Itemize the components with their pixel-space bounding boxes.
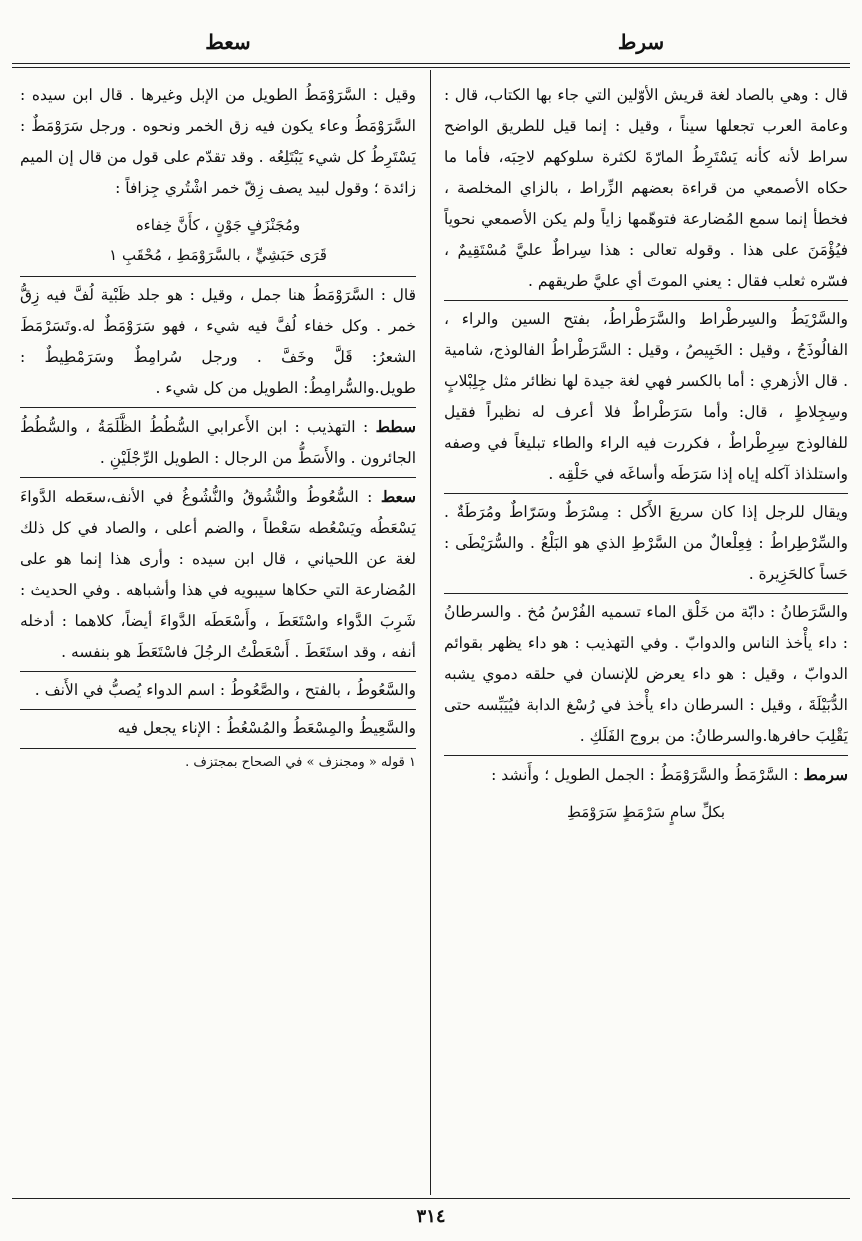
entry-paragraph: والسَّعِيطُ والمِسْعَطُ والمُسْعُطُ : الإناء يجعل فيه: [117, 719, 416, 737]
paragraph-rule: [444, 593, 848, 594]
entry-paragraph: والسَّرَطانُ : دابّة من خَلْق الماء تسميه الفُرْسُ مُخ . والسرطانُ : داء يأْخذ الناس والدوابّ . وفي التهذيب : هو داء يظهر بقوائم الدوابّ ، وقيل : هو داء يعرض للإنسان في حلقه دموي يشبه الدُّبَيْلَةَ ، وقيل : السرطان داء يأْخذ في رُسْغ الدابة فيُيَبِّسه حتى يَقْلِبَ حافرها.والسرطانُ: من بروج الفَلَكِ .: [444, 603, 848, 745]
paragraph-rule: [444, 493, 848, 494]
paragraph-rule: [20, 477, 416, 478]
header-rule: [12, 63, 850, 64]
column-divider: [430, 70, 431, 1195]
page-number: ٣١٤: [416, 1206, 446, 1227]
footnote-rule: [20, 748, 416, 749]
verse-line: بكلِّ سامٍ سَرْمَطٍ سَرَوْمَطِ: [566, 803, 726, 821]
headword: سرمط: [803, 765, 848, 784]
entry-paragraph: قال : وهي بالصاد لغة قريش الأوّلين التي جاء بها الكتاب، قال : وعامة العرب تجعلها سيناً ، وقيل : إنما قيل للطريق الواضح سراط لأنه كأنه يَسْتَرِطُ المارّةَ لكثرة سلوكهم لاحِبَه، فأما ما حكاه الأصمعي من قراءة بعضهم الزِّراط ، بالزاي المخلصة ، فخطأ إنما سمع المُضارعة فتوهّمها زاياً ولم يكن الأصمعي نحوياً فيُؤْمَنَ على هذا . وقوله تعالى : هذا سِراطٌ عليَّ مُسْتَقِيمٌ ، فسّره ثعلب فقال : يعني الموتَ أي عليَّ طريقهم .: [444, 86, 848, 290]
verse-line: ومُجَنْزَفٍ جَوْنٍ ، كأَنَّ خِفاءه: [135, 216, 301, 234]
entry-paragraph: [20, 481, 416, 668]
entry-paragraph: والسَّرْيَطُ والسِرطْراط والسَّرَطْراطُ، بفتح السين والراء ، الفالُوذَجُ ، وقيل : الخَبِيصُ ، وقيل : السَّرَطْراطُ الفالوذج، شامية . قال الأزهري : أما بالكسر فهي لغة جيدة لها نظائر مثل جِلِبْلابٍ وسِجِلاطٍ ، قال: وأما سَرَطْراطٌ فلا أعرف له نظيراً فقيل للفالوذج سِرِطْراطٌ ، فكررت فيه الراء والطاء تبليغاً في وصفه واستلذاذ آكله إياه إذا سَرَطَه وأساغَه في حَلْقِه .: [444, 310, 848, 483]
entry-paragraph: قال : السَّرَوْمَطُ هنا جمل ، وقيل : هو جلد ظَبْية لُفَّ فيه زِقُّ خمر . وكل خفاء لُفَّ فيه شيء ، فهو سَرَوْمَطٌ له.وتَسَرْمَطَ الشعرُ: قَلَّ وخَفَّ . ورجل سُرامِطٌ وسَرَمْطِيطٌ : طويل.والسُّرامِطُ: الطويل من كل شيء .: [20, 286, 416, 397]
entry-paragraph: [444, 759, 848, 791]
verse: [20, 210, 416, 270]
footer-rule: [12, 1198, 850, 1199]
left-column: [20, 80, 416, 1195]
entry-text: : السُّعُوطُ والنُّشُوقُ والنُّشُوغُ في الأنف،سعَطه الدَّواءَ يَسْعَطُه ويَسْعُطه سَعْطاً ، والضم أعلى ، والصاد في كل ذلك لغة عن اللحياني ، قال ابن سيده : وأرى هذا إنما هو على المُضارعة التي حكاها سيبويه في هذا وأشباهه . وفي الحديث : شَرِبَ الدَّواء واسْتَعَطَ ، وأَسْعَطَه الدَّواءَ أيضاً، كلاهما : أدخله أنفه ، وقد استَعَطَ . أَسْعَطْتُ الرجُلَ فاسْتَعَطَ هو بنفسه .: [20, 488, 416, 661]
left-running-head: سعط: [205, 30, 251, 54]
paragraph-rule: [444, 755, 848, 756]
paragraph-rule: [20, 671, 416, 672]
entry-paragraph: وقيل : السَّرَوْمَطُ الطويل من الإبل وغيرها . قال ابن سيده : السَّرَوْمَطُ وعاء يكون فيه زق الخمر ونحوه . ورجل سَرَوْمَطٌ : يَسْتَرِطُ كل شيء يَبْتَلِعُه . وقد تقدّم على قول من قال إن الميم زائدة ؛ وقول لبيد يصف زِقّ خمر اشْتُري جِزافاً :: [20, 86, 416, 197]
entry-text: : التهذيب : ابن الأَعرابي السُّطُطُ الظَّلَمَةُ ، والسُّطُطُ الجائرون . والأَسَطُّ من الرجال : الطويل الرِّجْلَيْنِ .: [20, 418, 416, 467]
right-column: [444, 80, 848, 1195]
header-rule-double: [12, 67, 850, 68]
headword: سعط: [380, 487, 416, 506]
entry-paragraph: ويقال للرجل إذا كان سريعَ الأَكل : مِسْرَطٌ وسَرّاطٌ ومُرَطَةٌ . والسِّرْطِراطُ : فِعِلْعالٌ من السَّرْطِ الذي هو البَلْعُ . والسُّرَيْطَى : حَساً كالحَزِيرة .: [444, 503, 848, 583]
headword: سطط: [375, 417, 416, 436]
paragraph-rule: [20, 276, 416, 277]
right-running-head: سرط: [617, 30, 665, 54]
paragraph-rule: [444, 300, 848, 301]
entry-text: : السَّرْمَطُ والسَّرَوْمَطُ : الجمل الطويل ؛ وأَنشد :: [491, 766, 804, 784]
paragraph-rule: [20, 407, 416, 408]
footnote: ١ قوله « ومجنزف » في الصحاح بمجتزف .: [185, 755, 416, 770]
entry-paragraph: والسَّعُوطُ ، بالفتح ، والصَّعُوطُ : اسم الدواء يُصبُّ في الأَنف .: [34, 681, 416, 699]
entry-paragraph: [20, 411, 416, 474]
verse: [444, 797, 848, 827]
verse-line: قَرَى حَبَشِيٍّ ، بالسَّرَوْمَطِ ، مُحْقَبِ ١: [109, 246, 327, 264]
paragraph-rule: [20, 709, 416, 710]
